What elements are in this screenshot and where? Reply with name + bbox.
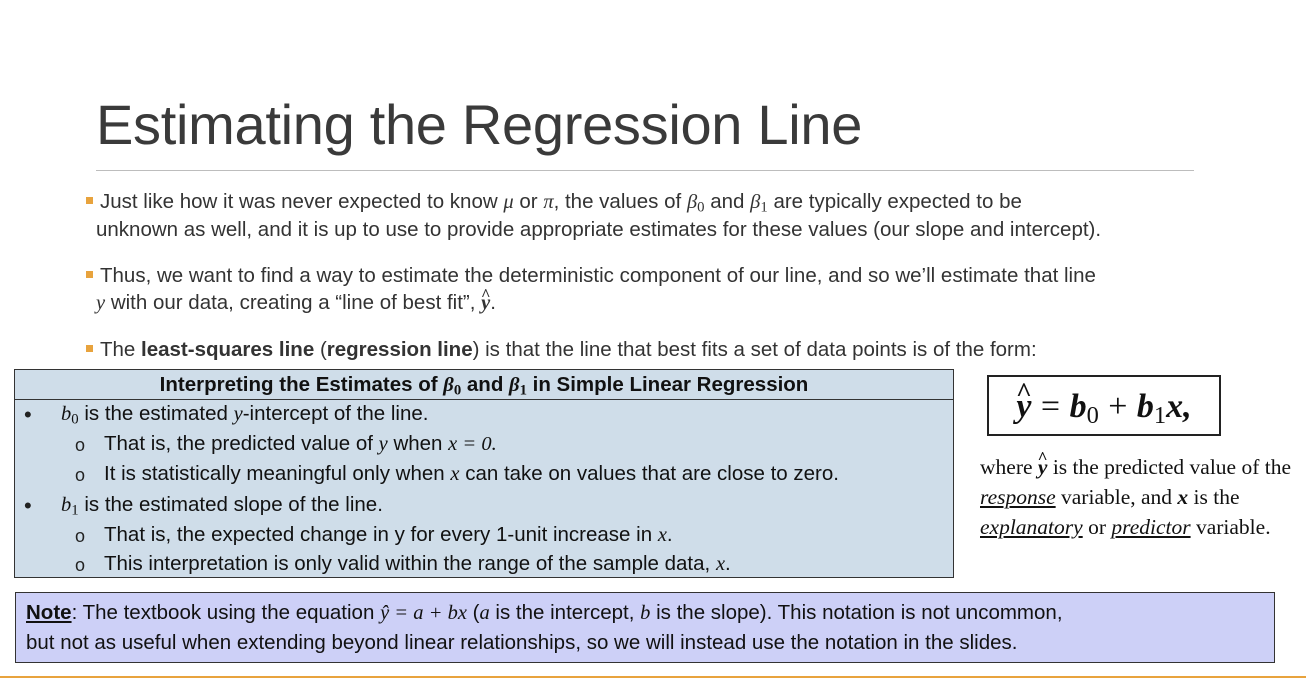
intercept-predicted-value: That is, the predicted value of y when x = 0. xyxy=(104,432,497,455)
bullet-least-squares: The least-squares line (regression line) is that the line that best fits a set of data points is of the form: xyxy=(86,336,1266,363)
formula-explanation: where ^ y is the predicted value of the response variable, and x is the explanatory or predictor variable. xyxy=(980,452,1300,542)
interpretation-box xyxy=(14,369,954,578)
intercept-meaningful: It is statistically meaningful only when x can take on values that are close to zero. xyxy=(104,462,839,485)
title-divider xyxy=(96,170,1194,171)
sub-bullet-circle-icon: o xyxy=(75,465,86,485)
sub-bullet-circle-icon: o xyxy=(75,435,86,455)
footer-accent-rule xyxy=(0,676,1306,678)
regression-formula-box: ^ $y = b_0 + b_1x$, xyxy=(987,375,1221,436)
bullet-dot-icon: • xyxy=(24,493,32,518)
textbook-note-box: Note: The textbook using the equation ŷ = a + bx (a is the intercept, b is the slope). This notation is not uncommon, but not as useful when extending beyond linear relationships, so we will instead use the notation in the slides. xyxy=(15,592,1275,663)
interpretation-heading: Interpreting the Estimates of $\beta_0$ and $\beta_1$ in Simple Linear Regression xyxy=(15,370,953,400)
bullet-dot-icon: • xyxy=(24,402,32,427)
intercept-definition: $b_0$ is the estimated y-intercept of the line. xyxy=(61,402,429,428)
bullet-marker-icon xyxy=(86,345,93,352)
bullet-marker-icon xyxy=(86,197,93,204)
sub-bullet-circle-icon: o xyxy=(75,555,86,575)
bullet-unknown-parameters: Just like how it was never expected to know μ or π, the values of $\beta_0$ and $\beta_1$ are typically expected to be unknown as well, and it is up to use to provide appropriate estimates for these values (our slope and intercept). xyxy=(86,188,1266,243)
bullet-marker-icon xyxy=(86,271,93,278)
bullet-line-of-best-fit: Thus, we want to find a way to estimate the deterministic component of our line, and so we’ll estimate that line y with our data, creating a “line of best fit”, ^ y. xyxy=(86,262,1266,317)
slope-expected-change: That is, the expected change in y for every 1-unit increase in x. xyxy=(104,523,673,546)
slide-title: Estimating the Regression Line xyxy=(96,93,863,156)
sub-bullet-circle-icon: o xyxy=(75,526,86,546)
slope-valid-range: This interpretation is only valid within the range of the sample data, x. xyxy=(104,552,731,575)
slope-definition: $b_1$ is the estimated slope of the line. xyxy=(61,493,383,519)
